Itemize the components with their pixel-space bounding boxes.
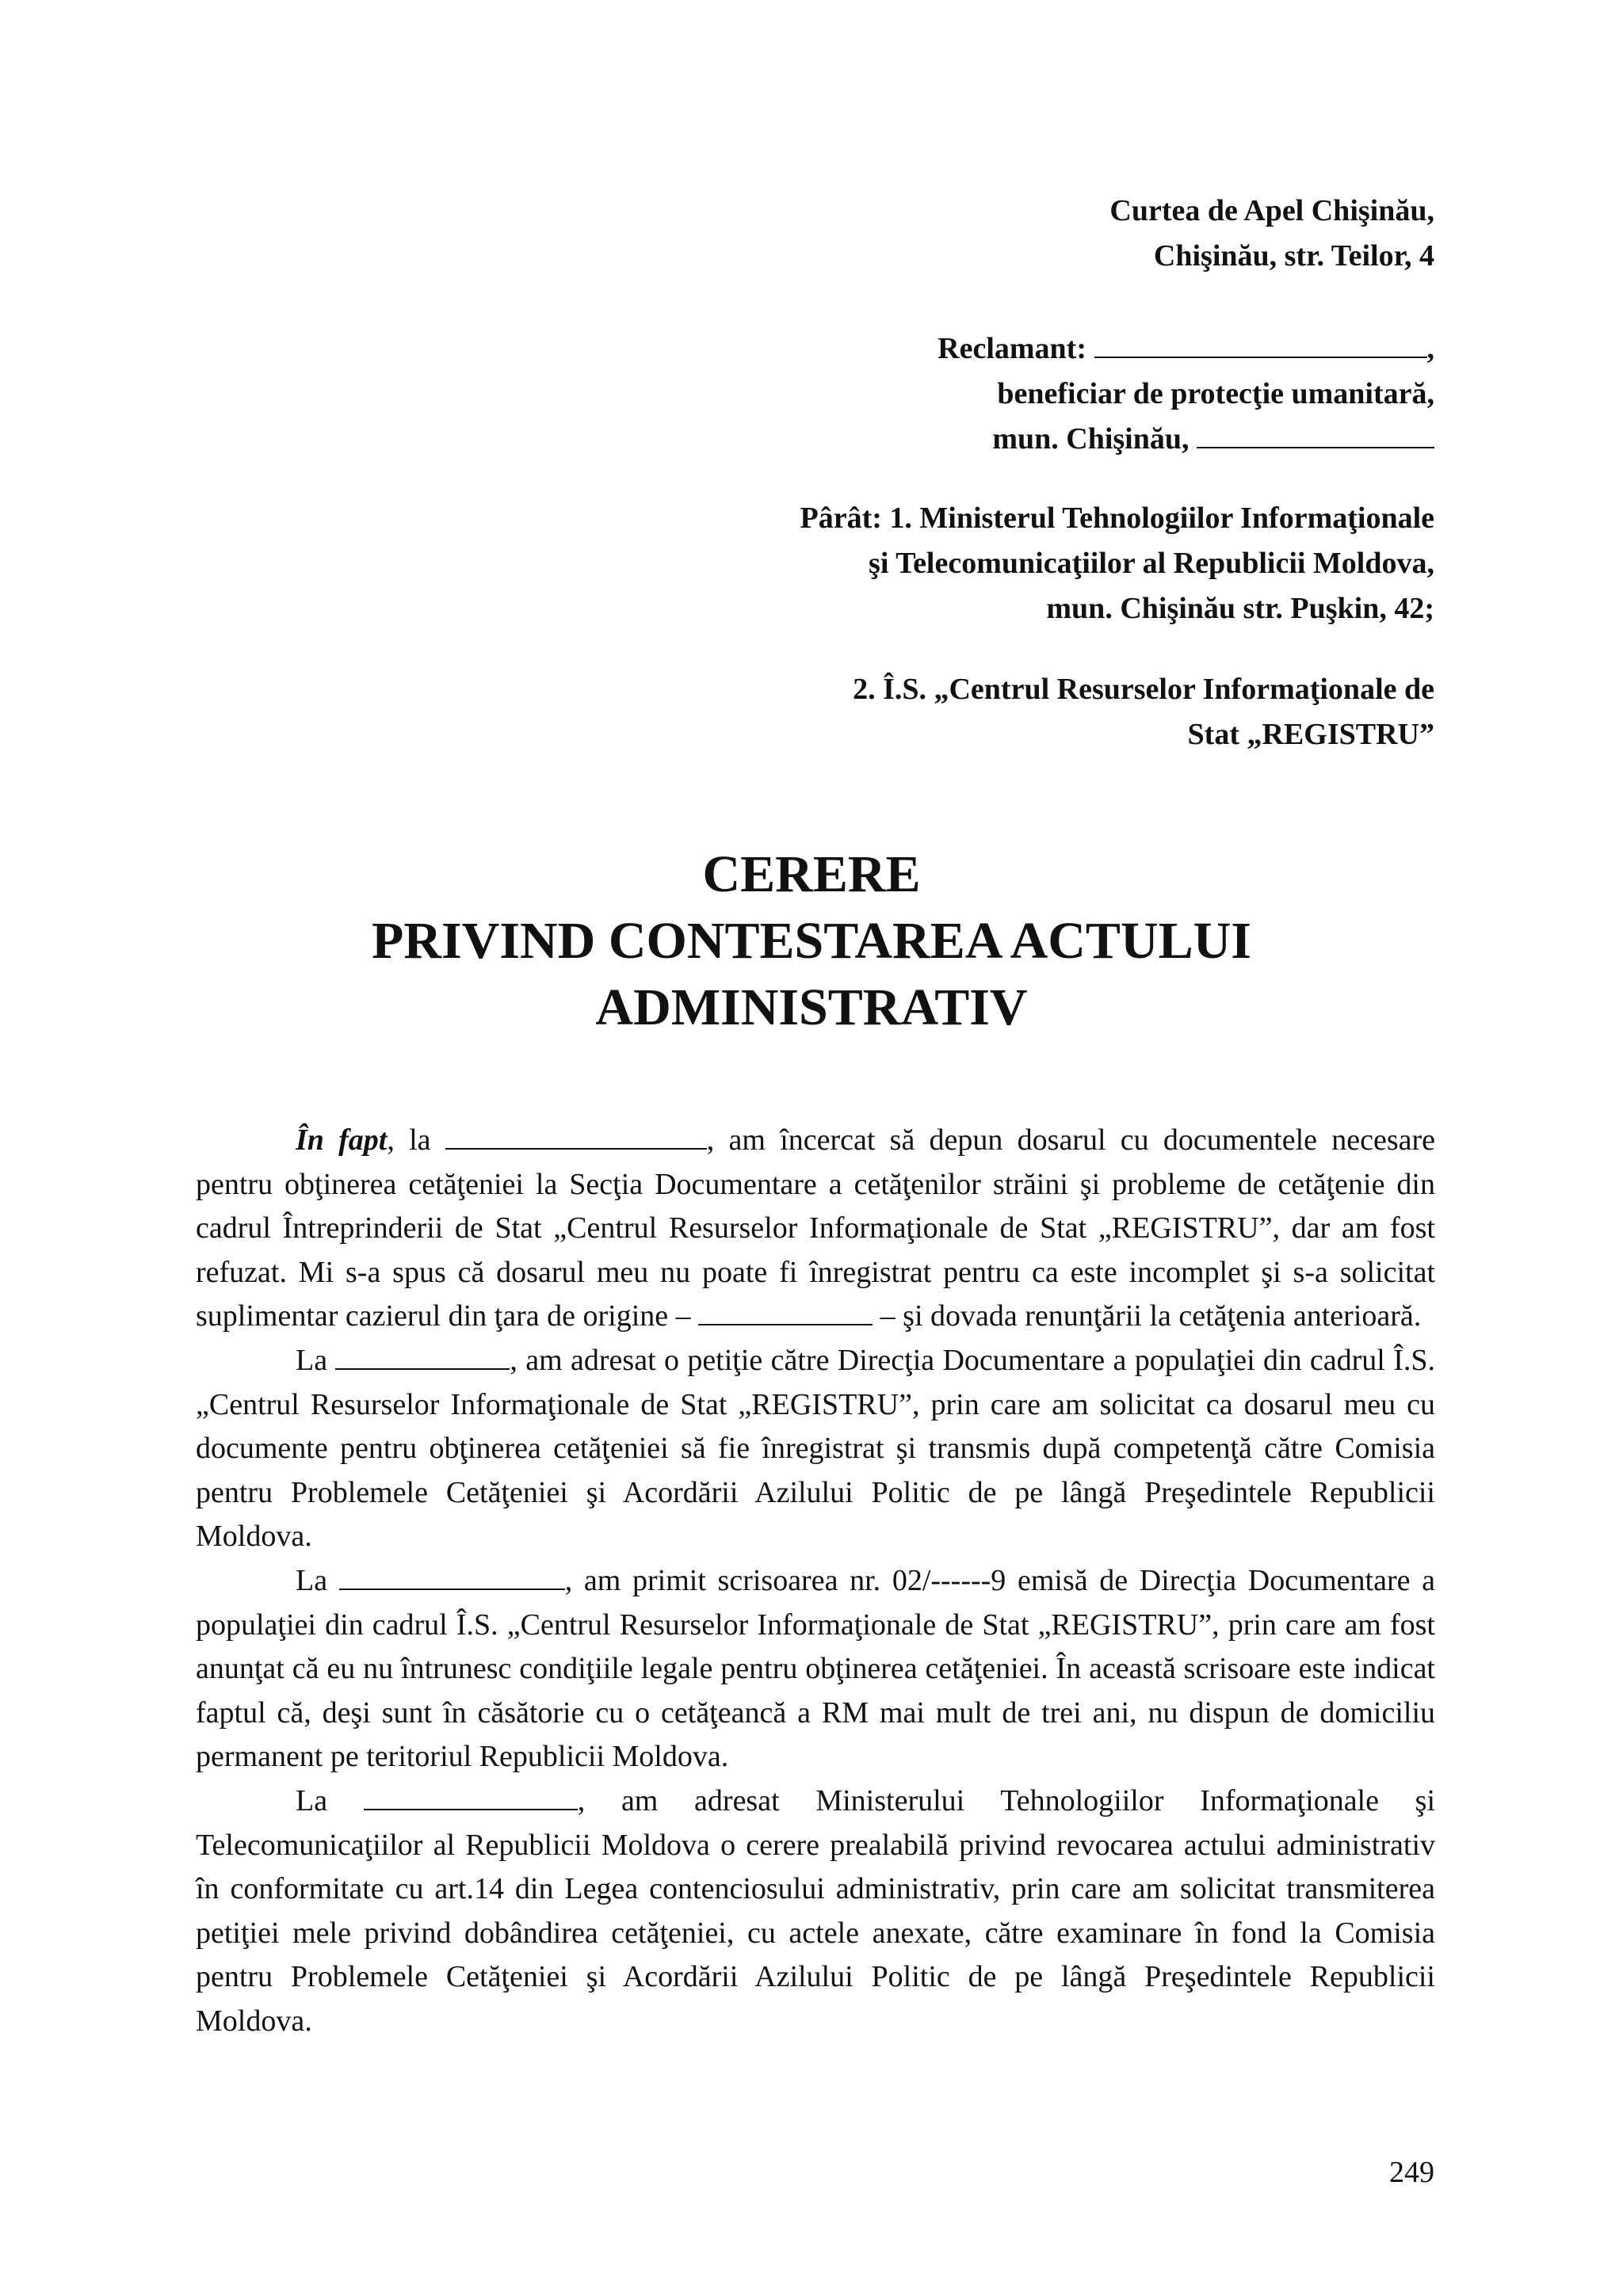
date-blank-4 — [364, 1785, 578, 1810]
paragraph-2 — [196, 1339, 1435, 1559]
title-line1: CERERE — [702, 845, 921, 903]
plaintiff-name-blank — [1094, 333, 1427, 358]
paragraph-4-text-b: , am adresat Ministerului Tehnologiilor Informaţionale şi Telecomunicaţiilor al Republicii Moldova o cerere prealabilă privind revocarea actului administrativ în conformitate cu art.14 din Legea contenciosului administrativ, prin care am solicitat transmiterea petiţiei mele privind dobândirea cetăţeniei, cu actele anexate, către examinare în fond la Comisia pentru Problemele Cetăţeniei şi Acordării Azilului Politic de pe lângă Preşedintele Republicii Moldova. — [196, 1783, 1436, 2038]
title-line3: ADMINISTRATIV — [595, 978, 1028, 1036]
paragraph-1-text-b: , am încercat să depun dosarul cu documentele necesare pentru obţinerea cetăţeniei la Secţia Documentare a cetăţenilor străini şi probleme de cetăţenie din cadrul Întreprinderii de Stat „Centrul Resurselor Informaţionale de Stat „REGISTRU”, dar am fost refuzat. Mi s-a spus că dosarul meu nu poate fi înregistrat pentru ca este incomplet şi s-a solicitat suplimentar cazierul din ţara de origine – — [196, 1123, 1436, 1333]
plaintiff-status: beneficiar de protecţie umanitară, — [997, 377, 1434, 410]
page-number: 249 — [1389, 2156, 1434, 2189]
paragraph-3-text-b: , am primit scrisoarea nr. 02/------9 emisă de Direcţia Documentare a populaţiei din cadrul Î.S. „Centrul Resurselor Informaţionale de Stat „REGISTRU”, prin care am fost anunţat că eu nu întrunesc condiţiile legale pentru obţinerea cetăţeniei. În această scrisoare este indicat faptul că, deşi sunt în căsătorie cu o cetăţeancă a RM mai mult de trei ani, nu dispun de domiciliu permanent pe teritoriul Republicii Moldova. — [196, 1563, 1436, 1774]
defendant-1-block — [800, 496, 1434, 631]
defendant-2-line1: 2. Î.S. „Centrul Resurselor Informaţionale de — [853, 673, 1434, 706]
paragraph-3 — [196, 1559, 1435, 1779]
plaintiff-address-blank — [1197, 423, 1434, 448]
plaintiff-city-line — [938, 417, 1434, 462]
paragraph-4 — [196, 1779, 1435, 2044]
date-blank-2 — [335, 1344, 510, 1370]
defendant-2-line2: Stat „REGISTRU” — [1187, 718, 1434, 751]
date-blank-1 — [445, 1124, 707, 1150]
defendant-1-line3: mun. Chişinău str. Puşkin, 42; — [1046, 592, 1434, 625]
document-title — [0, 841, 1623, 1041]
defendant-1-line2: şi Telecomunicaţiilor al Republicii Moldova, — [869, 547, 1434, 580]
court-name: Curtea de Apel Chişinău, — [1109, 194, 1434, 227]
title-line2: PRIVIND CONTESTAREA ACTULUI — [372, 912, 1251, 970]
paragraph-1-text-c: – şi dovada renunţării la cetăţenia anterioară. — [880, 1299, 1422, 1333]
paragraph-2-text-b: , am adresat o petiţie către Direcţia Documentare a populaţiei din cadrul Î.S. „Centrul Resurselor Informaţionale de Stat „REGISTRU”, prin care am solicitat ca dosarul meu cu documente pentru obţinerea cetăţeniei să fie înregistrat şi transmis după competenţă către Comisia pentru Problemele Cetăţeniei şi Acordării Azilului Politic de pe lângă Preşedintele Republicii Moldova. — [196, 1343, 1435, 1554]
plaintiff-line: Reclamant: , — [938, 332, 1434, 365]
paragraph-3-text-a: La — [296, 1563, 328, 1597]
plaintiff-city: mun. Chişinău, — [992, 422, 1190, 456]
date-blank-3 — [339, 1565, 565, 1590]
paragraph-1 — [196, 1119, 1435, 1339]
paragraph-2-text-a: La — [296, 1343, 328, 1377]
paragraph-1-text-a: , la — [387, 1123, 431, 1157]
plaintiff-block — [938, 326, 1434, 462]
document-body — [196, 1119, 1435, 2043]
paragraph-4-text-a: La — [296, 1783, 328, 1817]
defendant-2-block — [853, 667, 1434, 757]
plaintiff-label: Reclamant: — [938, 332, 1086, 365]
court-address — [1109, 189, 1434, 279]
country-blank — [698, 1300, 873, 1325]
defendant-1-line1: Pârât: 1. Ministerul Tehnologiilor Informaţionale — [800, 502, 1434, 535]
paragraph-1-lead: În fapt — [296, 1123, 388, 1157]
court-street: Chişinău, str. Teilor, 4 — [1153, 239, 1434, 273]
